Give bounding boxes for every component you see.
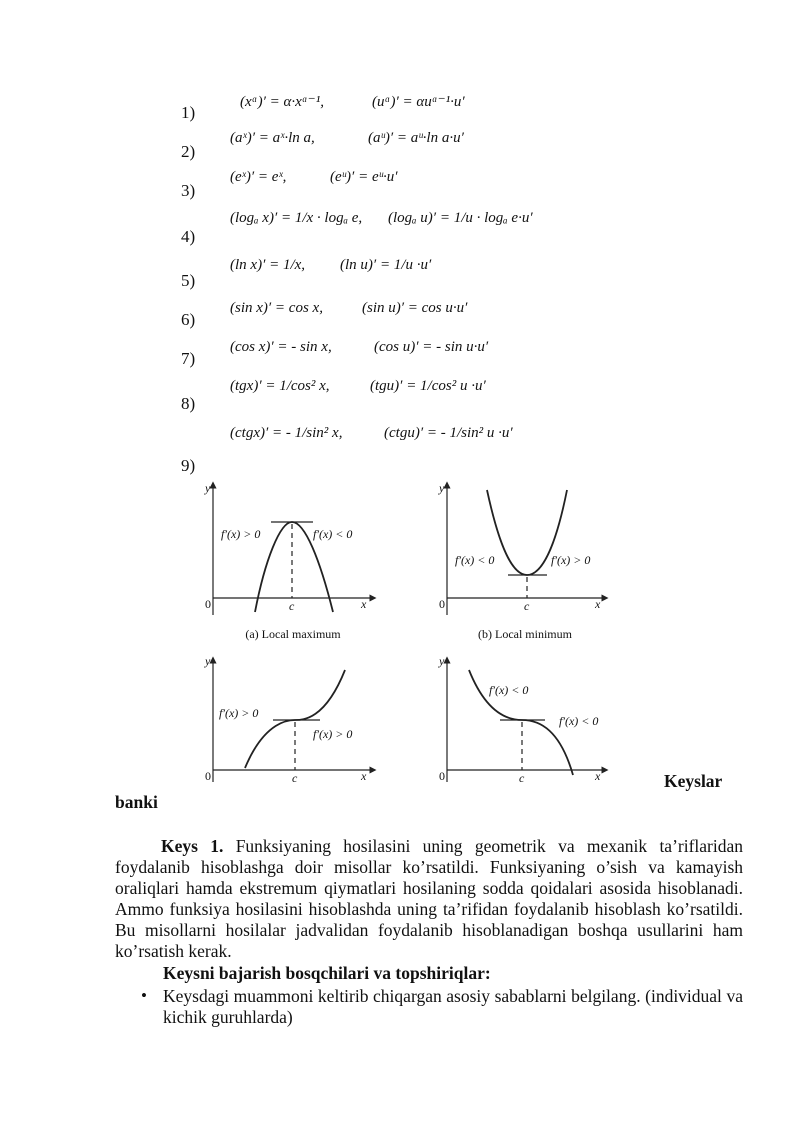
formula-5-left: (ln x)′ = 1/x, [230, 257, 306, 273]
graph-b-right-label: f′(x) > 0 [551, 553, 591, 567]
keys1-text: Funksiyaning hosilasini uning geometrik va mexanik ta’riflaridan foydalanib hisoblashga doir misollar ko’rsatildi. Funksiyaning o’sish va kamayish oraliqlari hamda ekstremum qiymatlari hosilaning sodda qoidalari asosida hisoblanadi. Ammo funksiya hosilasini hisoblashda uning ta’rifidan foydalanib hisoblash ko’rsatildi. Bu misollarni hosilalar jadvalidan foydalanib hisoblanadigan boshqa usullarini ham ko’rsatish kerak. [115, 836, 743, 961]
formula-9-right: (ctgu)′ = - 1/sin² u ·u′ [384, 425, 513, 441]
extremum-graphs [195, 480, 615, 790]
graph-c-right-label: f′(x) > 0 [313, 727, 353, 741]
formula-8-left: (tgx)′ = 1/cos² x, [230, 378, 330, 394]
stages-heading: Keysni bajarish bosqchilari va topshiriqlar: [163, 963, 491, 983]
graph-b-origin: 0 [439, 597, 445, 611]
formula-number-5: 5) [181, 271, 196, 290]
graph-b-y-label: y [439, 481, 445, 495]
formula-4-right: (logₐ u)′ = 1/u · logₐ e·u′ [388, 210, 533, 226]
formula-2-right: (aᵘ)′ = aᵘ·ln a·u′ [368, 130, 464, 146]
bullet-dot-icon: • [141, 986, 147, 1005]
formula-number-2: 2) [181, 142, 196, 161]
formula-1-right: (uᵅ)′ = αuᵅ⁻¹·u′ [372, 94, 465, 110]
graph-d-c-label: c [519, 771, 525, 785]
graph-c-origin: 0 [205, 769, 211, 783]
graph-a-x-label: x [361, 597, 367, 611]
keys1-label: Keys 1. [161, 836, 224, 856]
formula-number-4: 4) [181, 227, 196, 246]
bullet-item-1: Keysdagi muammoni keltirib chiqargan asosiy sabablarni belgilang. (individual va kichik guruhlarda) [163, 986, 743, 1027]
formula-3-left: (eˣ)′ = eˣ, [230, 169, 287, 185]
graph-c-x-label: x [361, 769, 367, 783]
formula-6-right: (sin u)′ = cos u·u′ [362, 300, 468, 316]
graph-b-x-label: x [595, 597, 601, 611]
formula-3-right: (eᵘ)′ = eᵘ·u′ [330, 169, 398, 185]
graph-d-left-label: f′(x) < 0 [489, 683, 529, 697]
formula-7-left: (cos x)′ = - sin x, [230, 339, 332, 355]
formula-6-left: (sin x)′ = cos x, [230, 300, 323, 316]
formula-7-right: (cos u)′ = - sin u·u′ [374, 339, 489, 355]
formula-number-7: 7) [181, 349, 196, 368]
formula-5-right: (ln u)′ = 1/u ·u′ [340, 257, 432, 273]
graph-d-x-label: x [595, 769, 601, 783]
graph-a-caption: (a) Local maximum [245, 627, 341, 641]
graph-c-left-label: f′(x) > 0 [219, 706, 259, 720]
graph-a-left-label: f′(x) > 0 [221, 527, 261, 541]
formula-9-left: (ctgx)′ = - 1/sin² x, [230, 425, 343, 441]
formula-number-9: 9) [181, 456, 196, 475]
keyslar-heading-part1: Keyslar [664, 771, 723, 791]
formula-number-8: 8) [181, 394, 196, 413]
formula-number-3: 3) [181, 181, 196, 200]
graph-a-y-label: y [205, 481, 211, 495]
graph-c-c-label: c [292, 771, 298, 785]
graph-b-left-label: f′(x) < 0 [455, 553, 495, 567]
formula-number-6: 6) [181, 310, 196, 329]
graph-d-origin: 0 [439, 769, 445, 783]
formula-4-left: (logₐ x)′ = 1/x · logₐ e, [230, 210, 363, 226]
graph-b-caption: (b) Local minimum [478, 627, 572, 641]
graph-a-origin: 0 [205, 597, 211, 611]
graph-b-c-label: c [524, 599, 530, 613]
graph-a-right-label: f′(x) < 0 [313, 527, 353, 541]
graph-a-c-label: c [289, 599, 295, 613]
formula-number-1: 1) [181, 103, 196, 122]
graph-c-y-label: y [205, 654, 211, 668]
graph-d-y-label: y [439, 654, 445, 668]
keyslar-heading-part2: banki [115, 792, 158, 812]
formula-8-right: (tgu)′ = 1/cos² u ·u′ [370, 378, 486, 394]
formula-1-left: (xᵅ)′ = α·xᵅ⁻¹, [240, 94, 324, 110]
graph-d-right-label: f′(x) < 0 [559, 714, 599, 728]
keys1-paragraph [115, 836, 743, 962]
formula-2-left: (aˣ)′ = aˣ·ln a, [230, 130, 315, 146]
